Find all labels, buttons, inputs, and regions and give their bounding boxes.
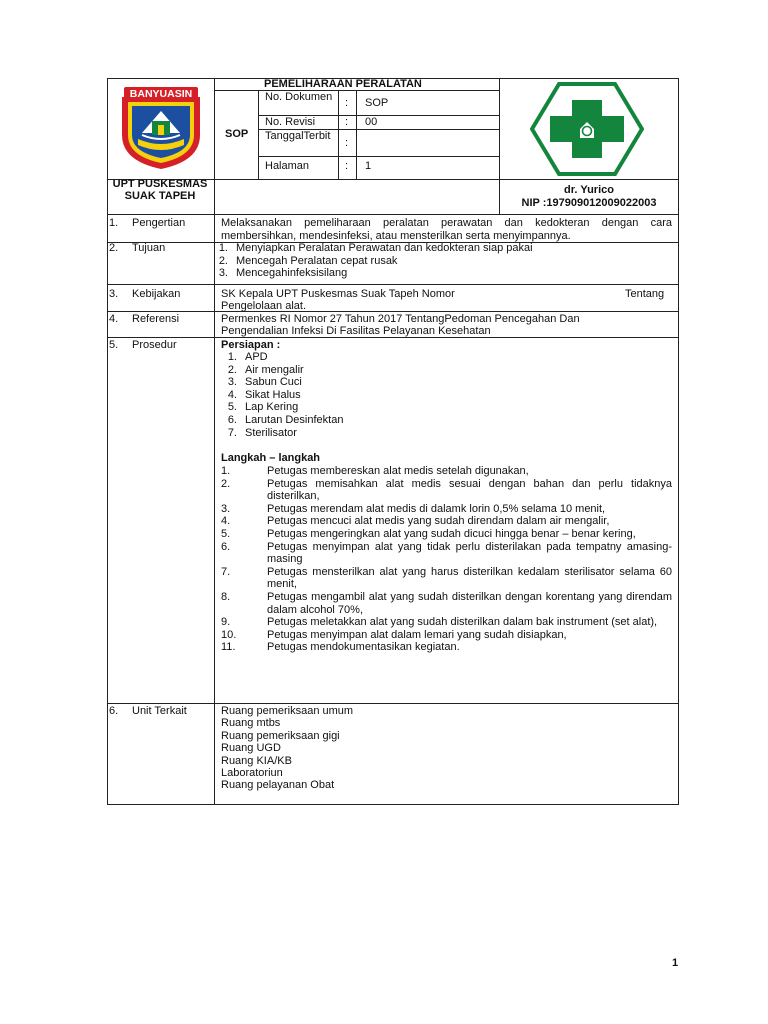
- list-item: Ruang pemeriksaan gigi: [221, 729, 340, 742]
- section-label-prosedur: Prosedur: [132, 339, 177, 351]
- materials-list: [221, 351, 343, 439]
- field-value: SOP: [365, 97, 389, 109]
- table-border-bottom: [107, 804, 679, 805]
- list-item: 10. Petugas menyimpan alat dalam lemari yang sudah disiapkan,: [221, 628, 567, 641]
- field-separator: :: [345, 116, 349, 128]
- referensi-line-1: Permenkes RI Nomor 27 Tahun 2017 TentangPedoman Pencegahan Dan: [221, 313, 580, 325]
- list-item: 1. APD: [227, 351, 268, 363]
- kebijakan-text-tentang: Tentang: [625, 288, 665, 300]
- field-label: TanggalTerbit: [265, 130, 331, 142]
- logo-text: BANYUASIN: [129, 88, 193, 100]
- section-label-unit-terkait: Unit Terkait: [132, 705, 187, 717]
- list-item: 11. Petugas mendokumentasikan kegiatan.: [221, 641, 460, 654]
- section-label-tujuan: Tujuan: [132, 242, 166, 254]
- list-item: 2. Air mengalir: [227, 363, 304, 376]
- list-item: 6. Petugas menyimpan alat yang tidak perlu disterilakan pada tempatny amasing-masing: [221, 540, 672, 566]
- section-number-prosedur: 5.: [109, 339, 119, 351]
- section-text-pengertian: Melaksanakan pemeliharaan peralatan perawatan dan kedokteran dengan cara membersihkan, mendesinfeksi, atau mensterilkan serta menyimpannya.: [221, 217, 672, 242]
- document-title: PEMELIHARAAN PERALATAN: [264, 78, 422, 90]
- list-item: Ruang mtbs: [221, 717, 281, 730]
- puskesmas-logo: [530, 82, 644, 176]
- list-item: Ruang KIA/KB: [221, 754, 292, 767]
- unit-terkait-list: [221, 705, 353, 792]
- list-item: Ruang UGD: [221, 742, 281, 755]
- section-number-unit-terkait: 6.: [109, 705, 119, 717]
- sop-label: SOP: [225, 128, 249, 140]
- fields-sep-left: [338, 90, 339, 179]
- fields-row-line-3: [258, 156, 499, 157]
- label-column-divider: [214, 78, 215, 805]
- kebijakan-text-cont: Pengelolaan alat.: [221, 300, 307, 312]
- sop-divider: [258, 90, 259, 179]
- field-label: No. Dokumen: [265, 91, 333, 103]
- section-number-referensi: 4.: [109, 313, 119, 325]
- page-number: 1: [672, 957, 679, 969]
- list-item: 1. Menyiapkan Peralatan Perawatan dan kedokteran siap pakai: [218, 242, 533, 254]
- list-item: Laboratoriun: [221, 767, 283, 780]
- list-item: 4. Sikat Halus: [227, 388, 301, 401]
- list-item: 2. Mencegah Peralatan cepat rusak: [218, 254, 398, 267]
- list-item: 5. Petugas mengeringkan alat yang sudah dicuci hingga benar – benar kering,: [221, 527, 636, 540]
- referensi-line-2: Pengendalian Infeksi Di Fasilitas Pelayanan Kesehatan: [221, 325, 491, 337]
- list-item: 3. Mencegahinfeksisilang: [218, 267, 348, 279]
- list-item: 7. Sterilisator: [227, 426, 297, 439]
- field-separator: :: [345, 137, 349, 149]
- list-item: 4. Petugas mencuci alat medis yang sudah direndam dalam air mengalir,: [221, 515, 610, 528]
- list-item: 1. Petugas membereskan alat medis setelah digunakan,: [221, 465, 529, 477]
- section-number-tujuan: 2.: [109, 242, 119, 254]
- kebijakan-text: SK Kepala UPT Puskesmas Suak Tapeh Nomor: [221, 288, 455, 300]
- row-line-kebijakan: [107, 284, 679, 285]
- list-item: Ruang pemeriksaan umum: [221, 705, 354, 717]
- row-line-unit-terkait: [107, 703, 679, 704]
- field-separator: :: [345, 160, 349, 172]
- tujuan-list: [216, 242, 533, 280]
- section-number-pengertian: 1.: [109, 217, 119, 229]
- banyuasin-shield-icon: [118, 85, 204, 171]
- persiapan-heading: Persiapan :: [221, 339, 281, 351]
- list-item: 6. Larutan Desinfektan: [227, 413, 344, 426]
- field-value: 00: [365, 116, 378, 128]
- list-item: Ruang pelayanan Obat: [221, 779, 335, 792]
- row-line-pengertian: [107, 214, 679, 215]
- list-item: 3. Sabun Cuci: [227, 376, 302, 389]
- puskesmas-cross-icon: [530, 82, 644, 176]
- langkah-heading: Langkah – langkah: [221, 452, 321, 464]
- section-number-kebijakan: 3.: [109, 288, 119, 300]
- list-item: 2. Petugas memisahkan alat medis sesuai dengan bahan dan perlu tidaknya disterilkan,: [221, 477, 672, 503]
- field-label: No. Revisi: [265, 116, 316, 128]
- section-label-kebijakan: Kebijakan: [132, 288, 181, 300]
- signer-nip: NIP :197909012009022003: [521, 197, 657, 209]
- list-item: 9. Petugas meletakkan alat yang sudah disterilkan dalam bak instrument (set alat),: [221, 616, 658, 629]
- list-item: 8. Petugas mengambil alat yang sudah disterilkan dengan korentang yang direndam dalam alcohol 70%,: [221, 590, 672, 616]
- organization-name: UPT PUSKESMAS SUAK TAPEH: [112, 178, 208, 203]
- section-label-pengertian: Pengertian: [132, 217, 186, 229]
- fields-sep-right: [356, 90, 357, 179]
- signer-name: dr. Yurico: [564, 184, 614, 196]
- list-item: 3. Petugas merendam alat medis di dalamk lorin 0,5% selama 10 menit,: [221, 502, 606, 515]
- field-separator: :: [345, 97, 349, 109]
- banyuasin-logo: [118, 85, 204, 171]
- row-line-referensi: [107, 311, 679, 312]
- list-item: 7. Petugas mensterilkan alat yang harus disterilkan kedalam sterilisator selama 60 menit,: [221, 565, 672, 591]
- field-value: 1: [365, 160, 372, 172]
- list-item: 5. Lap Kering: [227, 401, 299, 414]
- field-label: Halaman: [265, 160, 310, 172]
- table-border-right: [678, 78, 679, 805]
- section-label-referensi: Referensi: [132, 313, 180, 325]
- steps-list: [221, 465, 672, 654]
- table-border-left: [107, 78, 108, 805]
